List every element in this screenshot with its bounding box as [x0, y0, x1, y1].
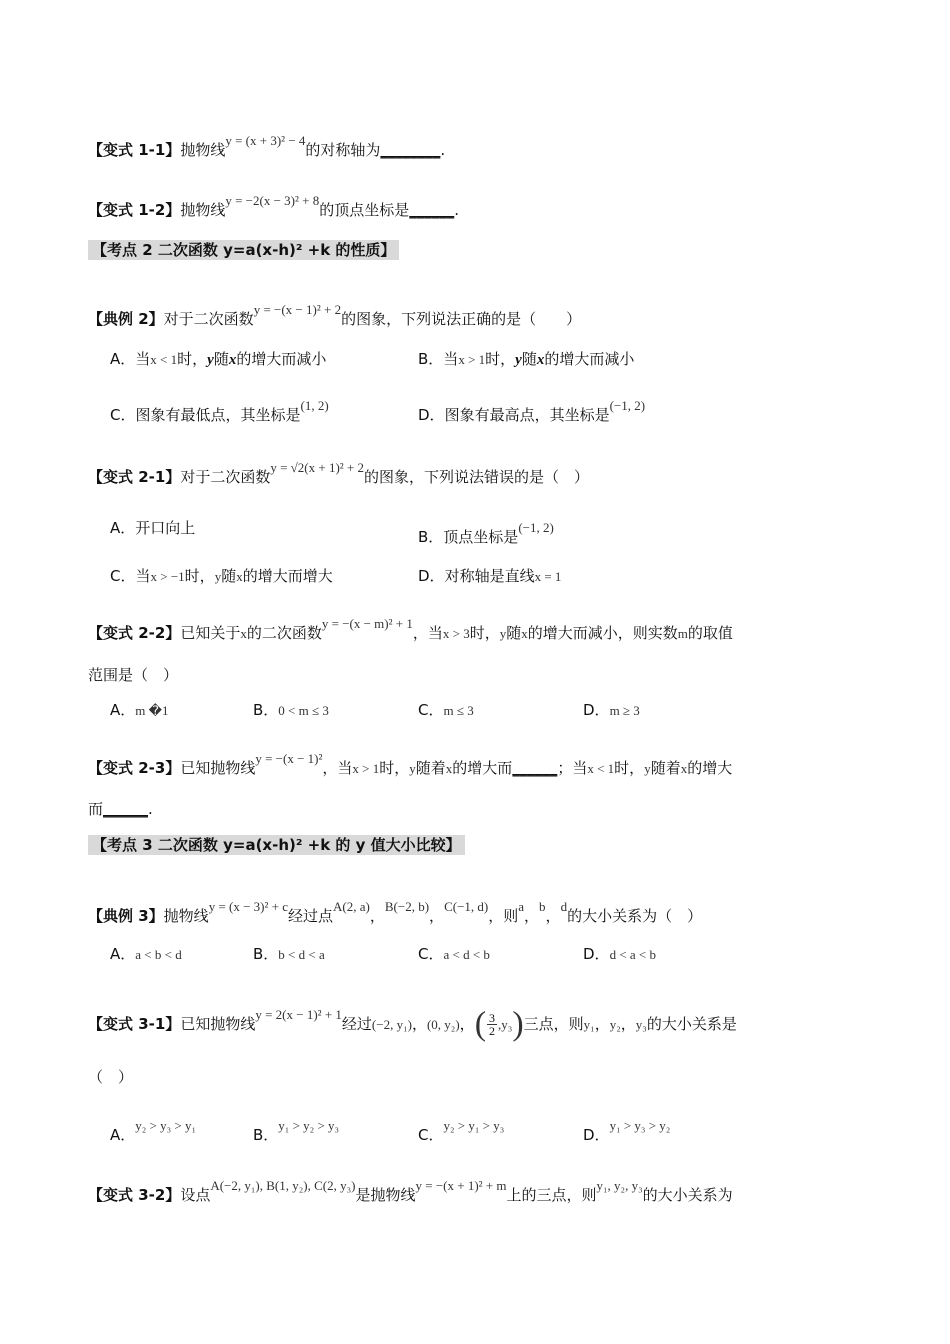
formula: A(2, a)	[333, 899, 370, 914]
option-letter: D．	[418, 406, 445, 424]
answer-blank: ______	[103, 800, 149, 818]
variant-label: 【变式 1-1】	[88, 141, 181, 159]
variant-label: 【变式 2-1】	[88, 468, 181, 486]
option-b	[253, 700, 329, 721]
text: 时，	[184, 567, 215, 585]
option-letter: D．	[583, 945, 610, 963]
text: 的大小关系为（ ）	[567, 907, 703, 925]
variant-1-2	[88, 191, 459, 220]
text: ，	[429, 907, 445, 925]
variant-2-1	[88, 458, 589, 487]
text: 是抛物线	[355, 1186, 416, 1204]
example-label: 【典例 2】	[88, 310, 164, 328]
answer-blank: ________	[380, 141, 441, 159]
text: 随	[213, 350, 229, 368]
section-heading-3: 【考点 3 二次函数 y=a(x-h)² +k 的 y 值大小比较】	[88, 835, 465, 855]
option-letter: A．	[110, 945, 136, 963]
text: 三点，则	[523, 1015, 584, 1033]
formula: B(−2, b)	[384, 899, 430, 914]
formula: y = −2(x − 3)² + 8	[225, 193, 320, 208]
var: y	[214, 569, 222, 584]
text: 的增大而减小，则实数	[527, 624, 678, 642]
formula: x = 1	[534, 569, 562, 584]
text: 随	[221, 567, 237, 585]
text: 时，	[469, 624, 500, 642]
formula: y = (x + 3)² − 4	[225, 133, 306, 148]
option-letter: B．	[253, 1126, 279, 1144]
text: 的增大而减小	[544, 350, 635, 368]
text: 时，	[379, 759, 410, 777]
var: x	[445, 761, 453, 776]
text: ，	[411, 1015, 427, 1033]
text: ；当	[557, 759, 588, 777]
option-c	[418, 1116, 504, 1145]
formula: y = −(x − 1)²	[255, 751, 323, 766]
formula: (−2, y₁)	[371, 1017, 412, 1032]
var: d	[560, 899, 568, 914]
option-d	[583, 944, 656, 965]
text: 已知抛物线	[180, 1015, 256, 1033]
fraction	[487, 1012, 497, 1037]
text: ，当	[412, 624, 443, 642]
text: ，当	[322, 759, 353, 777]
var: x	[680, 761, 688, 776]
text: 已知抛物线	[180, 759, 256, 777]
text: 时，	[485, 350, 516, 368]
var: x	[228, 352, 237, 368]
formula: a < b < d	[135, 947, 182, 962]
text: .	[454, 201, 460, 219]
formula: x > 1	[352, 761, 380, 776]
option-letter: B．	[253, 945, 279, 963]
formula: a < d < b	[443, 947, 490, 962]
text: 时，	[177, 350, 208, 368]
variant-3-2	[88, 1176, 733, 1205]
text: 经过点	[288, 907, 334, 925]
formula: y = √2(x + 1)² + 2	[270, 460, 365, 475]
option-letter: C．	[418, 701, 444, 719]
option-letter: B．	[418, 528, 444, 546]
variant-3-1-line2: （ ）	[88, 1068, 134, 1086]
option-c	[110, 396, 329, 425]
text: 当	[135, 567, 151, 585]
var: y	[409, 761, 416, 776]
text: ，	[620, 1015, 636, 1033]
option-letter: A．	[110, 1126, 136, 1144]
var: x	[240, 626, 247, 641]
text: 而	[88, 800, 104, 818]
formula: x < 1	[587, 761, 615, 776]
var: y	[515, 352, 522, 368]
option-letter: C．	[418, 945, 444, 963]
formula: y₂ > y₁ > y₃	[443, 1118, 505, 1133]
formula: y = −(x + 1)² + m	[415, 1178, 507, 1193]
variant-2-3-line2	[88, 799, 153, 819]
formula: (−1, 2)	[518, 520, 554, 535]
text: 上的三点，则	[506, 1186, 597, 1204]
var: x	[521, 626, 528, 641]
formula: m ≥ 3	[609, 703, 640, 718]
text: 随着	[650, 759, 681, 777]
text: ，	[524, 907, 540, 925]
variant-2-2-line2: 范围是（ ）	[88, 666, 179, 684]
formula: y = (x − 3)² + c	[208, 899, 289, 914]
formula: y₁ > y₂ > y₃	[278, 1118, 340, 1133]
text: 已知关于	[180, 624, 241, 642]
option-d	[418, 566, 561, 587]
formula: b < d < a	[278, 947, 325, 962]
text: 当	[443, 350, 459, 368]
text: ，则	[488, 907, 519, 925]
text: .	[440, 141, 446, 159]
text: 的顶点坐标是	[319, 201, 410, 219]
fraction-numerator: 3	[489, 1011, 496, 1025]
variant-label: 【变式 3-2】	[88, 1186, 181, 1204]
option-b	[253, 1116, 339, 1145]
option-letter: C．	[110, 567, 136, 585]
formula: x > 3	[442, 626, 470, 641]
var: m	[677, 626, 688, 641]
section-heading-2: 【考点 2 二次函数 y=a(x-h)² +k 的性质】	[88, 240, 399, 260]
formula: y = −(x − 1)² + 2	[253, 302, 342, 317]
option-c	[110, 566, 333, 587]
text: 开口向上	[135, 519, 196, 537]
formula: m �1	[135, 703, 169, 718]
option-c	[418, 700, 474, 721]
text: ，	[545, 907, 561, 925]
text: 设点	[180, 1186, 211, 1204]
text: 时，	[614, 759, 645, 777]
variant-3-1	[88, 1005, 737, 1042]
text: 的对称轴为	[305, 141, 381, 159]
example-3	[88, 897, 702, 926]
variant-label: 【变式 2-3】	[88, 759, 181, 777]
text: 图象有最低点，其坐标是	[135, 406, 301, 424]
var: a	[518, 899, 525, 914]
var: y	[207, 352, 214, 368]
text: 的大小关系为	[642, 1186, 733, 1204]
text: ，	[594, 1015, 610, 1033]
option-c	[418, 944, 490, 965]
text: 的图象，下列说法正确的是（ ）	[341, 310, 582, 328]
text: 的增大而减小	[236, 350, 327, 368]
option-b	[253, 944, 325, 965]
answer-blank: ______	[409, 201, 455, 219]
option-letter: A．	[110, 701, 136, 719]
option-a	[110, 700, 168, 721]
text: 对于二次函数	[180, 468, 271, 486]
formula: d < a < b	[609, 947, 656, 962]
formula: 0 < m ≤ 3	[278, 703, 329, 718]
text: 的取值	[687, 624, 733, 642]
option-letter: A．	[110, 519, 136, 537]
text: 随着	[415, 759, 446, 777]
option-d	[418, 396, 645, 425]
text: 的图象，下列说法错误的是（ ）	[364, 468, 590, 486]
formula: y₃	[501, 1017, 513, 1032]
option-letter: C．	[110, 406, 136, 424]
text: 抛物线	[180, 141, 226, 159]
var: y₂	[609, 1017, 621, 1032]
comma-glyph: ,	[498, 1017, 502, 1032]
option-a	[110, 349, 326, 370]
text: 图象有最高点，其坐标是	[444, 406, 610, 424]
option-d	[583, 1116, 670, 1145]
text: 对称轴是直线	[444, 567, 535, 585]
variant-1-1	[88, 131, 445, 160]
answer-blank: ______	[512, 759, 558, 777]
var: x	[236, 569, 243, 584]
formula: x < 1	[150, 352, 178, 367]
option-letter: B．	[418, 350, 444, 368]
formula: y₁, y₂, y₃	[596, 1178, 643, 1193]
text: .	[148, 800, 153, 818]
formula: y = 2(x − 1)² + 1	[255, 1007, 342, 1022]
option-a	[110, 1116, 196, 1145]
var: y	[499, 626, 507, 641]
formula: (−1, 2)	[609, 398, 646, 413]
fraction-denominator: 2	[489, 1024, 496, 1038]
formula: x > 1	[458, 352, 486, 367]
formula: y = −(x − m)² + 1	[321, 616, 413, 631]
text: ，	[459, 1015, 475, 1033]
option-a	[110, 944, 182, 965]
text: 经过	[341, 1015, 372, 1033]
var: y	[644, 761, 651, 776]
variant-2-2	[88, 614, 733, 644]
text: 的增大	[687, 759, 733, 777]
text: 对于二次函数	[163, 310, 254, 328]
variant-label: 【变式 3-1】	[88, 1015, 181, 1033]
text: 随	[521, 350, 537, 368]
var: b	[539, 899, 546, 914]
right-paren-glyph: )	[512, 1005, 524, 1043]
option-letter: D．	[418, 567, 445, 585]
option-letter: A．	[110, 350, 136, 368]
text: 的二次函数	[246, 624, 322, 642]
option-b	[418, 349, 634, 370]
variant-label: 【变式 2-2】	[88, 624, 181, 642]
example-2	[88, 300, 581, 329]
formula: y₁ > y₃ > y₂	[609, 1118, 671, 1133]
text: 的增大而	[452, 759, 513, 777]
formula: A(−2, y₁), B(1, y₂), C(2, y₃)	[210, 1178, 356, 1193]
formula: y₂ > y₃ > y₁	[135, 1118, 197, 1133]
formula: C(−1, d)	[444, 899, 489, 914]
option-letter: B．	[253, 701, 279, 719]
formula: (0, y₂)	[426, 1017, 460, 1032]
text: 随	[506, 624, 522, 642]
left-paren-glyph: (	[474, 1005, 487, 1043]
variant-label: 【变式 1-2】	[88, 201, 181, 219]
text: 抛物线	[163, 907, 209, 925]
option-a	[110, 518, 195, 538]
text: 顶点坐标是	[443, 528, 519, 546]
var: y₁	[583, 1017, 595, 1032]
text: ，	[369, 907, 385, 925]
text: 当	[135, 350, 151, 368]
text: 的大小关系是	[646, 1015, 737, 1033]
option-letter: C．	[418, 1126, 444, 1144]
var: x	[536, 352, 545, 368]
option-d	[583, 700, 640, 721]
text: 抛物线	[180, 201, 226, 219]
text: 的增大而增大	[242, 567, 333, 585]
formula: x > −1	[150, 569, 185, 584]
example-label: 【典例 3】	[88, 907, 164, 925]
formula: (1, 2)	[300, 398, 329, 413]
formula: m ≤ 3	[443, 703, 474, 718]
var: y₃	[635, 1017, 647, 1032]
option-letter: D．	[583, 1126, 610, 1144]
variant-2-3	[88, 749, 732, 779]
option-letter: D．	[583, 701, 610, 719]
option-b	[418, 518, 554, 547]
